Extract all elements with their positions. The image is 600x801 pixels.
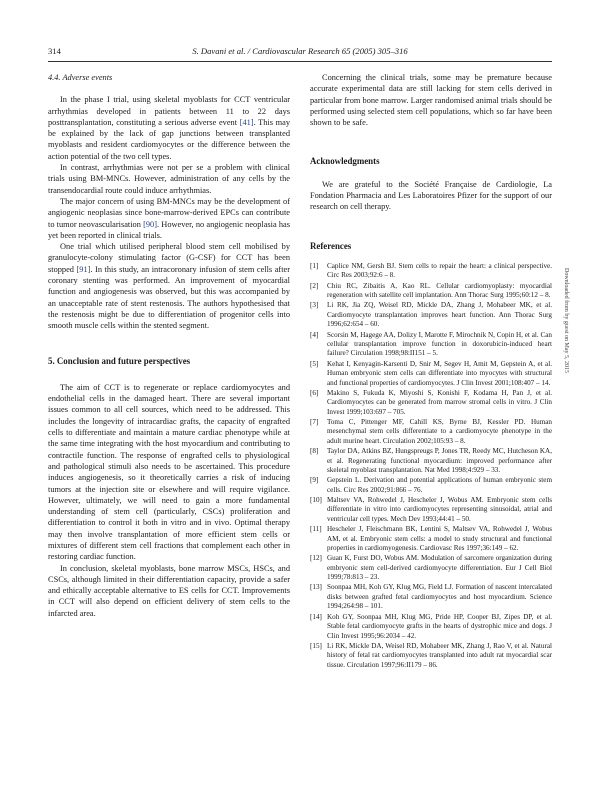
reference-item: [310, 554, 552, 582]
page-number: 314: [48, 46, 61, 56]
paragraph: The major concern of using BM-MNCs may be the development of angiogenic neoplasias since bone-marrow-derived EPCs can contribute to tumor neovascularisation [90]. However, no angiogenic neoplasia has yet been reported in clinical trials.: [48, 196, 290, 240]
reference-text: Scorsin M, Hagege AA, Dolizy I, Marotte F, Mirochnik N, Copin H, et al. Can cellular transplantation improve function in doxorubicin-induced heart failure? Circulation 1998;98:II151 – 5.: [327, 330, 552, 358]
paragraph: In contrast, arrhythmias were not per se a problem with clinical trials using BM-MNCs. However, administration of any cells by the transendocardial route could induce arrhythmias.: [48, 163, 290, 195]
reference-item: [310, 642, 552, 670]
reference-number: [3]: [310, 301, 319, 310]
running-header: [48, 46, 552, 58]
reference-item: [310, 613, 552, 641]
acknowledgments-text: We are grateful to the Société Française de Cardiologie, La Fondation Pharmacia and Les Laboratoires Pfizer for the support of our research on cell therapy.: [310, 179, 552, 212]
citation-link[interactable]: [90]: [143, 219, 158, 229]
reference-text: Gepstein L. Derivation and potential applications of human embryonic stem cells. Circ Res 2002;91:866 – 76.: [327, 476, 552, 494]
reference-text: Koh GY, Soonpaa MH, Klug MG, Pride HP, Cooper BJ, Zipes DP, et al. Stable fetal cardiomyocyte grafts in the hearts of dystrophic mice and dogs. J Clin Invest 1995;96:2034 – 42.: [327, 612, 552, 640]
reference-item: [310, 418, 552, 446]
reference-text: Soonpaa MH, Koh GY, Klug MG, Field LJ. Formation of nascent intercalated disks between grafted fetal cardiomyocytes and host myocardium. Science 1994;264:98 – 101.: [327, 583, 552, 611]
reference-text: Chiu RC, Zibaitis A, Kao RL. Cellular cardiomyoplasty: myocardial regeneration with satellite cell implantation. Ann Thorac Surg 1995;60:12 – 8.: [327, 281, 552, 300]
reference-text: Li RK, Mickle DA, Weisel RD, Mohabeer MK, Zhang J, Rao V, et al. Natural history of fetal rat cardiomyocytes transplanted into adult rat myocardial scar tissue. Circulation 1997;96:II179 – 86.: [327, 641, 552, 669]
reference-number: [9]: [310, 476, 319, 485]
reference-item: [310, 496, 552, 524]
header-rule: [48, 61, 552, 62]
reference-number: [8]: [310, 447, 319, 456]
reference-text: Taylor DA, Atkins BZ, Hungspreugs P, Jones TR, Reedy MC, Hutcheson KA, et al. Regenerating functional myocardium: improved performance after skeletal myoblast transplantation. Nat Med 1998;4:929 – 33.: [327, 447, 552, 475]
reference-text: Hescheler J, Fleischmann BK, Lentini S, Maltsev VA, Rohwedel J, Wobus AM, et al. Embryonic stem cells: a model to study structural and functional properties in cardiomyogenesis. Cardiovasc Res 1997;36:149 – 62.: [327, 525, 552, 553]
download-side-note: Downloaded from by guest on May 5, 2015: [563, 268, 569, 373]
reference-text: Maltsev VA, Rohwedel J, Hescheler J, Wobus AM. Embryonic stem cells differentiate in vitro into cardiomyocytes representing sinusoidal, atrial and ventricular cell types. Mech Dev 1993;44:41 – 50.: [327, 496, 552, 523]
reference-item: [310, 282, 552, 301]
reference-text: Makino S, Fukuda K, Miyoshi S, Konishi F, Kodama H, Pan J, et al. Cardiomyocytes can be generated from marrow stromal cells in vitro. J Clin Invest 1999;103:697 – 705.: [327, 388, 552, 416]
reference-item: [310, 262, 552, 281]
right-column: [310, 72, 552, 671]
reference-number: [2]: [310, 281, 319, 290]
acknowledgments-title: Acknowledgments: [310, 156, 380, 167]
reference-item: [310, 583, 552, 611]
journal-citation: S. Davani et al. / Cardiovascular Research 65 (2005) 305–316: [192, 46, 408, 56]
reference-number: [11]: [310, 525, 322, 534]
paragraph: The aim of CCT is to regenerate or replace cardiomyocytes and endothelial cells in the damaged heart. There are several important issues common to all cell sources, which need to be addressed. This includes the longevity of intracardiac grafts, the capacity of engrafted cells to differentiate and maintain a mature cardiac phenotype while at the same time integrating with the host myocardium and contributing to contractile function. The response of engrafted cells to physiological and pathological stimuli also needs to be ascertained. This procedure induces angiogenesis, so it theoretically carries a risk of inducing tumors at the injection site or elsewhere and will require vigilance. However, ultimately, we will need to gain a more fundamental understanding of stem cell (particularly, CSCs) proliferation and differentiation to control it both in vitro and in vivo. Optimal therapy may then involve transplantation of more efficient stem cells or mixtures of different stem cell fractions that complement each other in restoring cardiac function.: [48, 382, 290, 562]
paragraph: One trial which utilised peripheral blood stem cell mobilised by granulocyte-colony stimulating factor (G-CSF) for CCT has been stopped [91]. In this study, an intracoronary infusion of stem cells after coronary stenting was performed. An improvement of myocardial function and angiogenesis was observed, but this was accompanied by an unacceptable rate of stent restenosis. The authors hypothesised that the restenosis might be due to differentiation of progenitor cells into smooth muscle cells within the stented segment.: [48, 242, 290, 331]
reference-text: Guan K, Furst DO, Wobus AM. Modulation of sarcomere organization during embryonic stem cell-derived cardiomyocyte differentiation. Eur J Cell Biol 1999;78:813 – 23.: [327, 554, 552, 582]
reference-number: [12]: [310, 554, 322, 563]
citation-link[interactable]: [91]: [76, 264, 91, 274]
reference-text: Toma C, Pittenger MF, Cahill KS, Byrne BJ, Kessler PD. Human mesenchymal stem cells differentiate to a cardiomyocyte phenotype in the adult murine heart. Circulation 2002;105:93 – 8.: [327, 418, 552, 445]
paragraph: In conclusion, skeletal myoblasts, bone marrow MSCs, HSCs, and CSCs, although limited in their differentiation capacity, provide a safer and ethically acceptable alternative to ES cells for CCT. Improvements in CCT will also depend on efficient delivery of stem cells to the infarcted area.: [48, 563, 290, 618]
reference-text: Kehat I, Kenyagin-Karsenti D, Snir M, Segev H, Amit M, Gepstein A, et al. Human embryonic stem cells can differentiate into myocytes with structural and functional properties of cardiomyocytes. J Clin Invest 2001;108:407 – 14.: [327, 359, 552, 387]
reference-number: [7]: [310, 418, 319, 426]
reference-number: [10]: [310, 496, 322, 505]
reference-text: Caplice NM, Gersh BJ. Stem cells to repair the heart: a clinical perspective. Circ Res 2003;92:6 – 8.: [327, 261, 552, 280]
reference-item: [310, 331, 552, 359]
reference-item: [310, 301, 552, 329]
reference-number: [5]: [310, 359, 319, 368]
reference-text: Li RK, Jia ZQ, Weisel RD, Mickle DA, Zhang J, Mohabeer MK, et al. Cardiomyocyte transplantation improves heart function. Ann Thorac Surg 1996;62:654 – 60.: [327, 301, 552, 329]
reference-number: [6]: [310, 388, 319, 397]
reference-number: [14]: [310, 612, 322, 621]
reference-item: [310, 476, 552, 495]
citation-link[interactable]: [41]: [239, 117, 254, 127]
paragraph: Concerning the clinical trials, some may be premature because accurate experimental data are still lacking for stem cells derived in particular from bone marrow. Larger randomised animal trials should be performed using selected stem cell populations, which so far have been shown to be safe.: [310, 73, 552, 128]
reference-list: [310, 262, 552, 670]
reference-item: [310, 360, 552, 388]
reference-number: [4]: [310, 330, 319, 339]
references-title: References: [310, 240, 352, 251]
reference-number: [15]: [310, 641, 322, 650]
reference-number: [13]: [310, 583, 322, 592]
subsection-title-adverse-events: 4.4. Adverse events: [48, 73, 113, 82]
section-title-conclusion: 5. Conclusion and future perspectives: [48, 355, 191, 366]
reference-item: [310, 525, 552, 553]
paragraph: In the phase I trial, using skeletal myoblasts for CCT ventricular arrhythmias developed in patients between 11 to 22 days posttransplantation, constituting a serious adverse event [41]. This may be explained by the lack of gap junctions between transplanted myoblasts and resident cardiomyocytes or the difference between the action potential of the two cell types.: [48, 95, 290, 161]
reference-item: [310, 389, 552, 417]
reference-number: [1]: [310, 261, 319, 270]
reference-item: [310, 447, 552, 475]
left-column: [48, 72, 290, 619]
